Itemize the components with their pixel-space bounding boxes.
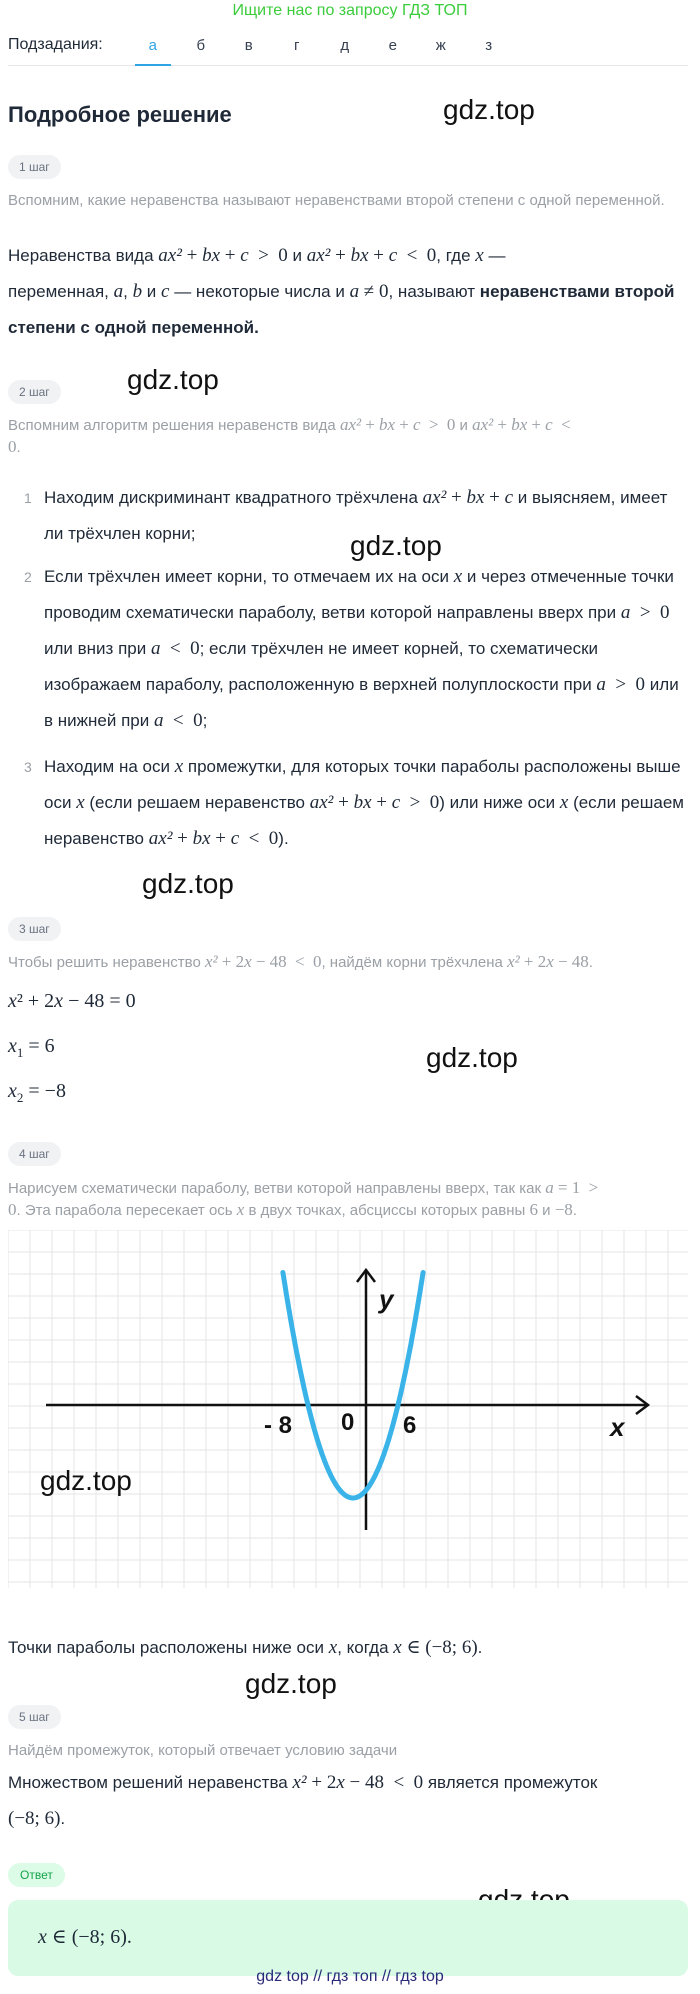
tab-v[interactable]: в <box>244 37 253 54</box>
watermark: gdz.top <box>426 1042 518 1073</box>
root-label-right: 6 <box>403 1412 417 1439</box>
list-item: 2 Если трёхчлен имеет корни, то отмечаем их на оси x и через отмеченные точки проводим схематически параболу, ветви которой направлены вверх при a > 0 или вниз при a < 0; если трёхчлен не имеет корней, то схематически изображаем параболу, расположенную в верхней полуплоскости при a > 0 или в нижней при a < 0; <box>24 566 679 731</box>
tab-g[interactable]: г <box>293 37 300 54</box>
step-badge: 1 шаг <box>8 155 61 179</box>
step-hint: Найдём промежуток, который отвечает условию задачи <box>8 1742 398 1759</box>
origin-label: 0 <box>341 1409 355 1436</box>
watermark: gdz.top <box>142 868 234 899</box>
watermark: gdz.top <box>350 530 442 561</box>
step5-text: Множеством решений неравенства x² + 2x − 48 < 0 является промежуток (−8; 6). <box>8 1772 598 1829</box>
list-item: 1 Находим дискриминант квадратного трёхчлена ax² + bx + c и выясняем, имеет ли трёхчлен корни; <box>24 487 668 543</box>
conclusion-text: Точки параболы расположены ниже оси x, когда x ∈ (−8; 6). <box>8 1637 483 1658</box>
footer-links[interactable]: gdz top // гдз топ // гдз top <box>256 1968 444 1985</box>
tab-e[interactable]: е <box>388 37 397 54</box>
y-axis-label: y <box>379 1284 394 1314</box>
step-badge: 2 шаг <box>8 380 61 404</box>
answer-text: x ∈ (−8; 6). <box>38 1926 132 1948</box>
step-badge: 5 шаг <box>8 1705 61 1729</box>
tab-b[interactable]: б <box>196 37 206 54</box>
search-hint-link[interactable]: Ищите нас по запросу ГДЗ ТОП <box>232 2 468 19</box>
step-badge: 3 шаг <box>8 917 61 941</box>
page-title: Подробное решение <box>8 102 232 127</box>
root-label-left: - 8 <box>264 1412 293 1439</box>
tab-zh[interactable]: ж <box>435 37 446 54</box>
watermark: gdz.top <box>443 94 535 125</box>
x-axis-label: x <box>610 1412 625 1442</box>
step-hint: Вспомним, какие неравенства называют неравенствами второй степени с одной переменной. <box>8 192 665 209</box>
tab-d[interactable]: д <box>340 37 350 54</box>
step-hint: Чтобы решить неравенство x² + 2x − 48 < 0, найдём корни трёхчлена x² + 2x − 48. <box>8 952 593 971</box>
step-hint: Нарисуем схематически параболу, ветви которой направлены вверх, так как a = 1 > 0. Эта парабола пересекает ось x в двух точках, абсциссы которых равны 6 и −8. <box>8 1178 599 1219</box>
step-hint: Вспомним алгоритм решения неравенств вида ax² + bx + c > 0 и ax² + bx + c < 0. <box>8 415 571 456</box>
step1-text: Неравенства вида ax² + bx + c > 0 и ax² + bx + c < 0, где x — переменная, a, b и c — некоторые числа и a ≠ 0, называют неравенствами второй степени с одной переменной. <box>8 245 675 337</box>
watermark: gdz.top <box>40 1465 132 1496</box>
step-badge: 4 шаг <box>8 1142 61 1166</box>
watermark: gdz.top <box>245 1668 337 1699</box>
parabola-curve <box>283 1273 423 1499</box>
root-1: $x_1 = 6$ <box>8 1035 55 1060</box>
subtask-tabs <box>8 32 688 66</box>
answer-badge: Ответ <box>8 1863 65 1887</box>
parabola-graph <box>8 1230 688 1588</box>
subtask-label: Подзадания: <box>8 36 103 53</box>
watermark: gdz.top <box>127 364 219 395</box>
equation: x² + 2x − 48 = 0 <box>8 990 136 1012</box>
root-2: $x_2 = -8$ <box>8 1080 66 1105</box>
tab-a[interactable]: а <box>129 32 177 65</box>
answer-box <box>8 1900 688 1976</box>
list-item: 3 Находим на оси x промежутки, для которых точки параболы расположены выше оси x (если решаем неравенство ax² + bx + c > 0) или ниже оси x (если решаем неравенство ax² + bx + c < 0). <box>24 756 684 849</box>
tab-z[interactable]: з <box>485 37 493 54</box>
